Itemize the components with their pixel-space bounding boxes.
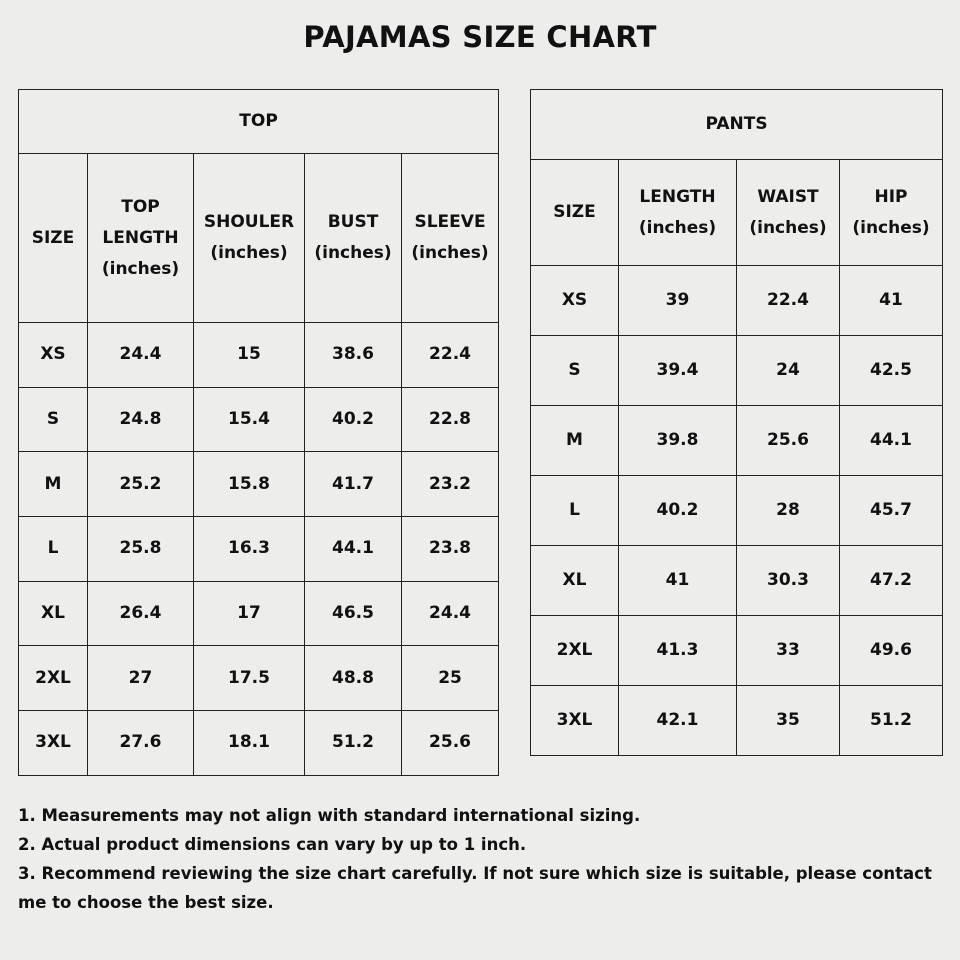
measurement-cell: 17 — [194, 581, 305, 646]
measurement-cell: 22.8 — [402, 387, 499, 452]
size-cell: M — [531, 406, 619, 476]
measurement-cell: 30.3 — [737, 546, 840, 616]
table-row — [531, 686, 943, 756]
table-row — [531, 476, 943, 546]
measurement-cell: 44.1 — [305, 517, 402, 582]
size-cell: XS — [531, 266, 619, 336]
measurement-cell: 40.2 — [619, 476, 737, 546]
top-header-row — [19, 154, 499, 323]
measurement-cell: 41 — [840, 266, 943, 336]
column-header-line: TOP — [121, 196, 160, 217]
table-row — [19, 581, 499, 646]
measurement-cell: 24.4 — [88, 323, 194, 388]
size-cell: S — [531, 336, 619, 406]
size-cell: XL — [531, 546, 619, 616]
measurement-cell: 15.4 — [194, 387, 305, 452]
column-header-line: (inches) — [852, 217, 930, 238]
size-cell: S — [19, 387, 88, 452]
size-cell: XS — [19, 323, 88, 388]
column-header-line: BUST — [327, 212, 379, 232]
table-row — [19, 646, 499, 711]
size-cell: L — [531, 476, 619, 546]
pants-column-header — [840, 160, 943, 266]
note-3: 3. Recommend reviewing the size chart carefully. If not sure which size is suitable, please contact me to choose the best size. — [18, 864, 932, 912]
measurement-cell: 25.6 — [402, 711, 499, 776]
size-cell: 3XL — [19, 711, 88, 776]
pants-table-heading: PANTS — [531, 90, 943, 160]
size-cell: 2XL — [19, 646, 88, 711]
measurement-cell: 39.8 — [619, 406, 737, 476]
table-row — [531, 616, 943, 686]
column-header-line: HIP — [874, 186, 908, 207]
table-row — [19, 517, 499, 582]
measurement-cell: 27.6 — [88, 711, 194, 776]
top-column-header — [194, 154, 305, 323]
measurement-cell: 42.1 — [619, 686, 737, 756]
column-header-line: LENGTH — [102, 227, 179, 248]
column-header-line: SIZE — [553, 202, 596, 222]
measurement-cell: 24.8 — [88, 387, 194, 452]
top-column-header — [88, 154, 194, 323]
top-size-table — [18, 89, 499, 776]
measurement-cell: 39 — [619, 266, 737, 336]
measurement-cell: 22.4 — [402, 323, 499, 388]
pants-header-row — [531, 160, 943, 266]
measurement-cell: 23.2 — [402, 452, 499, 517]
size-cell: 3XL — [531, 686, 619, 756]
table-row — [19, 711, 499, 776]
measurement-cell: 47.2 — [840, 546, 943, 616]
measurement-cell: 41.3 — [619, 616, 737, 686]
measurement-cell: 42.5 — [840, 336, 943, 406]
measurement-cell: 41 — [619, 546, 737, 616]
pants-column-header — [737, 160, 840, 266]
measurement-cell: 16.3 — [194, 517, 305, 582]
measurement-cell: 27 — [88, 646, 194, 711]
column-header-line: (inches) — [749, 217, 827, 238]
measurement-cell: 51.2 — [305, 711, 402, 776]
size-cell: M — [19, 452, 88, 517]
measurement-cell: 28 — [737, 476, 840, 546]
column-header-line: (inches) — [314, 243, 392, 263]
measurement-cell: 22.4 — [737, 266, 840, 336]
column-header-line: (inches) — [210, 243, 288, 263]
pants-column-header — [619, 160, 737, 266]
measurement-cell: 38.6 — [305, 323, 402, 388]
measurement-cell: 51.2 — [840, 686, 943, 756]
table-row — [19, 387, 499, 452]
column-header-line: SIZE — [31, 227, 75, 248]
measurement-cell: 15.8 — [194, 452, 305, 517]
size-cell: XL — [19, 581, 88, 646]
note-1: 1. Measurements may not align with standard international sizing. — [18, 806, 641, 825]
pants-size-table — [530, 89, 943, 756]
page-title: PAJAMAS SIZE CHART — [303, 20, 657, 54]
top-column-header — [402, 154, 499, 323]
column-header-line: SLEEVE — [414, 212, 486, 232]
measurement-cell: 24.4 — [402, 581, 499, 646]
top-table-heading: TOP — [19, 90, 499, 154]
column-header-line: (inches) — [411, 243, 489, 263]
measurement-cell: 23.8 — [402, 517, 499, 582]
table-row — [531, 406, 943, 476]
column-header-line: (inches) — [101, 258, 180, 279]
column-header-line: LENGTH — [639, 186, 716, 207]
column-header-line: (inches) — [638, 217, 717, 238]
measurement-cell: 39.4 — [619, 336, 737, 406]
measurement-cell: 35 — [737, 686, 840, 756]
measurement-cell: 33 — [737, 616, 840, 686]
measurement-cell: 25.8 — [88, 517, 194, 582]
measurement-cell: 45.7 — [840, 476, 943, 546]
table-row — [531, 336, 943, 406]
measurement-cell: 25 — [402, 646, 499, 711]
table-row — [531, 546, 943, 616]
measurement-cell: 18.1 — [194, 711, 305, 776]
table-row — [19, 452, 499, 517]
measurement-cell: 17.5 — [194, 646, 305, 711]
table-row — [19, 323, 499, 388]
pants-column-header — [531, 160, 619, 266]
column-header-line: SHOULER — [203, 212, 295, 232]
measurement-cell: 40.2 — [305, 387, 402, 452]
measurement-cell: 48.8 — [305, 646, 402, 711]
top-column-header — [305, 154, 402, 323]
measurement-cell: 46.5 — [305, 581, 402, 646]
measurement-cell: 41.7 — [305, 452, 402, 517]
measurement-cell: 15 — [194, 323, 305, 388]
measurement-cell: 24 — [737, 336, 840, 406]
measurement-cell: 44.1 — [840, 406, 943, 476]
note-2: 2. Actual product dimensions can vary by up to 1 inch. — [18, 835, 527, 854]
size-cell: L — [19, 517, 88, 582]
measurement-cell: 26.4 — [88, 581, 194, 646]
measurement-cell: 49.6 — [840, 616, 943, 686]
notes — [18, 801, 948, 917]
measurement-cell: 25.2 — [88, 452, 194, 517]
measurement-cell: 25.6 — [737, 406, 840, 476]
size-cell: 2XL — [531, 616, 619, 686]
table-row — [531, 266, 943, 336]
top-column-header — [19, 154, 88, 323]
column-header-line: WAIST — [757, 186, 819, 207]
